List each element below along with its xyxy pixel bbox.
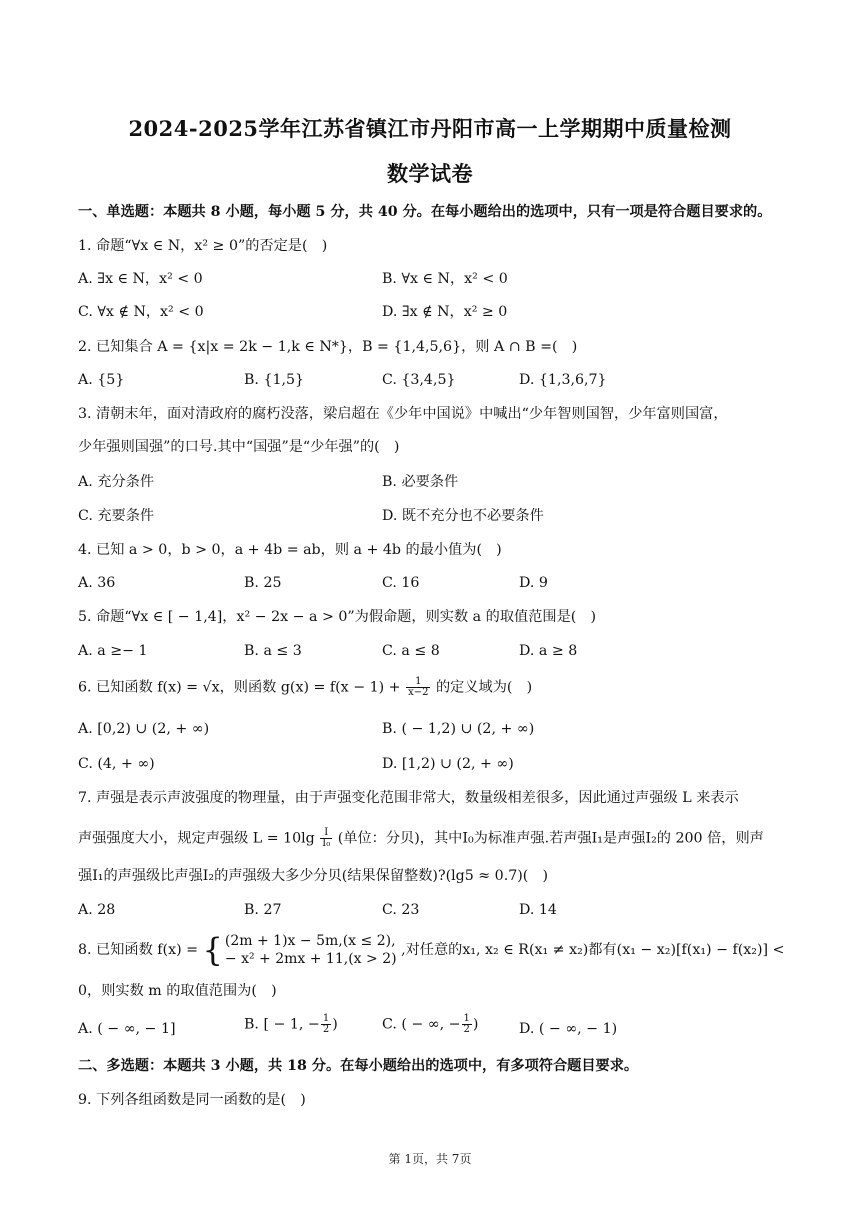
question-2-option-d: D. {1,3,6,7} — [519, 372, 607, 388]
question-5-option-c: C. a ≤ 8 — [382, 643, 440, 659]
question-8-option-c-fraction — [462, 1014, 472, 1035]
question-7-fraction — [320, 828, 332, 849]
section-heading-single-choice: 一、单选题：本题共 8 小题，每小题 5 分，共 40 分。在每小题给出的选项中，只有一项是符合题目要求的。 — [78, 204, 772, 220]
question-3-option-d: D. 既不充分也不必要条件 — [382, 508, 544, 524]
question-2-option-a: A. {5} — [78, 372, 125, 388]
question-7-stem-line2-part1: 声强强度大小，规定声强级 L = 10lg — [78, 830, 315, 847]
question-8-option-c — [382, 1014, 478, 1035]
question-8-option-b-part1: B. [ − 1, − — [244, 1016, 320, 1033]
question-3-stem-line2: 少年强则国强”的口号.其中“国强”是“少年强”的( ) — [78, 439, 400, 455]
question-6-option-d: D. [1,2) ∪ (2, + ∞) — [382, 756, 514, 772]
question-7-option-c: C. 23 — [382, 902, 420, 918]
option-c-fraction-numerator: 1 — [463, 1013, 470, 1024]
question-5-option-d: D. a ≥ 8 — [519, 643, 578, 659]
page-footer: 第 1页，共 7页 — [388, 1152, 472, 1166]
question-3-stem-line1: 3. 清朝末年，面对清政府的腐朽没落，梁启超在《少年中国说》中喊出“少年智则国智，少年富则国富， — [78, 406, 728, 422]
question-4-option-a: A. 36 — [78, 575, 116, 591]
question-6-option-c: C. (4, + ∞) — [78, 756, 155, 772]
question-7-stem-line3: 强I₁的声强级比声强I₂的声强级大多少分贝(结果保留整数)?(lg5 ≈ 0.7)( ) — [78, 868, 549, 884]
question-9-stem: 9. 下列各组函数是同一函数的是( ) — [78, 1092, 306, 1108]
question-8-option-c-part2: ) — [472, 1016, 479, 1033]
question-8-option-b-fraction — [321, 1014, 331, 1035]
question-6-fraction-denominator: x−2 — [408, 687, 429, 698]
question-6-stem-part2: 的定义域为( ) — [435, 679, 533, 696]
question-8-option-d: D. ( − ∞, − 1) — [519, 1021, 618, 1037]
question-8-piecewise — [225, 932, 397, 968]
question-6-stem-part1: 6. 已知函数 f(x) = √x，则函数 g(x) = f(x − 1) + — [78, 679, 401, 696]
question-8-piece-2: − x² + 2mx + 11,(x > 2) — [224, 951, 397, 967]
question-1-option-c: C. ∀x ∉ N，x² < 0 — [78, 304, 204, 320]
exam-subtitle: 数学试卷 — [387, 161, 473, 186]
question-7-option-b: B. 27 — [244, 902, 282, 918]
question-7-fraction-numerator: I — [320, 828, 332, 839]
question-2-option-c: C. {3,4,5} — [382, 372, 456, 388]
option-b-fraction-denominator: 2 — [322, 1024, 330, 1035]
question-5-stem: 5. 命题“∀x ∈ [ − 1,4]，x² − 2x − a > 0”为假命题，则实数 a 的取值范围是( ) — [78, 609, 597, 625]
option-c-fraction-denominator: 2 — [463, 1024, 470, 1035]
question-6-fraction — [406, 677, 430, 698]
question-3-option-a: A. 充分条件 — [78, 474, 155, 490]
question-4-stem: 4. 已知 a > 0，b > 0，a + 4b = ab，则 a + 4b 的最小值为( ) — [78, 542, 502, 558]
question-7-fraction-denominator: I₀ — [322, 838, 331, 849]
question-8-stem-line2: 0，则实数 m 的取值范围为( ) — [78, 983, 277, 999]
question-8-stem — [78, 932, 784, 968]
question-1-option-b: B. ∀x ∈ N，x² < 0 — [382, 271, 508, 287]
question-2-stem: 2. 已知集合 A = {x|x = 2k − 1,k ∈ N*}，B = {1,4,5,6}，则 A ∩ B =( ) — [78, 339, 578, 355]
question-8-option-a: A. ( − ∞, − 1] — [78, 1021, 176, 1037]
option-b-fraction-numerator: 1 — [322, 1013, 330, 1024]
piecewise-brace: { — [202, 931, 223, 969]
question-1-option-a: A. ∃x ∈ N，x² < 0 — [78, 271, 203, 287]
section-heading-multiple-choice: 二、多选题：本题共 3 小题，共 18 分。在每小题给出的选项中，有多项符合题目要求。 — [78, 1058, 639, 1074]
question-7-stem-line2 — [78, 828, 764, 849]
question-7-stem-line2-part2: (单位：分贝)，其中I₀为标准声强.若声强I₁是声强I₂的 200 倍，则声 — [337, 830, 764, 847]
question-4-option-c: C. 16 — [382, 575, 420, 591]
question-8-stem-part2: ,对任意的x₁, x₂ ∈ R(x₁ ≠ x₂)都有(x₁ − x₂)[f(x₁) − f(x₂)] < — [401, 942, 785, 958]
question-6-fraction-numerator: 1 — [406, 677, 430, 688]
question-4-option-d: D. 9 — [519, 575, 548, 591]
question-5-option-a: A. a ≥− 1 — [78, 643, 148, 659]
question-8-stem-part1: 8. 已知函数 f(x) = — [78, 942, 199, 958]
question-8-piece-1: (2m + 1)x − 5m,(x ≤ 2), — [224, 933, 396, 949]
question-6-option-a: A. [0,2) ∪ (2, + ∞) — [78, 721, 210, 737]
question-7-option-d: D. 14 — [519, 902, 557, 918]
question-8-option-c-part1: C. ( − ∞, − — [382, 1016, 461, 1033]
question-6-option-b: B. ( − 1,2) ∪ (2, + ∞) — [382, 721, 535, 737]
question-3-option-c: C. 充要条件 — [78, 508, 155, 524]
exam-title: 2024-2025学年江苏省镇江市丹阳市高一上学期期中质量检测 — [128, 116, 732, 141]
question-4-option-b: B. 25 — [244, 575, 282, 591]
question-1-stem: 1. 命题“∀x ∈ N，x² ≥ 0”的否定是( ) — [78, 238, 328, 254]
question-8-option-b — [244, 1014, 338, 1035]
question-2-option-b: B. {1,5} — [244, 372, 305, 388]
question-8-option-b-part2: ) — [332, 1016, 338, 1033]
question-5-option-b: B. a ≤ 3 — [244, 643, 302, 659]
question-7-option-a: A. 28 — [78, 902, 116, 918]
question-3-option-b: B. 必要条件 — [382, 474, 459, 490]
question-1-option-d: D. ∃x ∉ N，x² ≥ 0 — [382, 304, 508, 320]
question-7-stem-line1: 7. 声强是表示声波强度的物理量，由于声强变化范围非常大，数量级相差很多，因此通过声强级 L 来表示 — [78, 790, 739, 806]
question-6-stem — [78, 677, 532, 698]
